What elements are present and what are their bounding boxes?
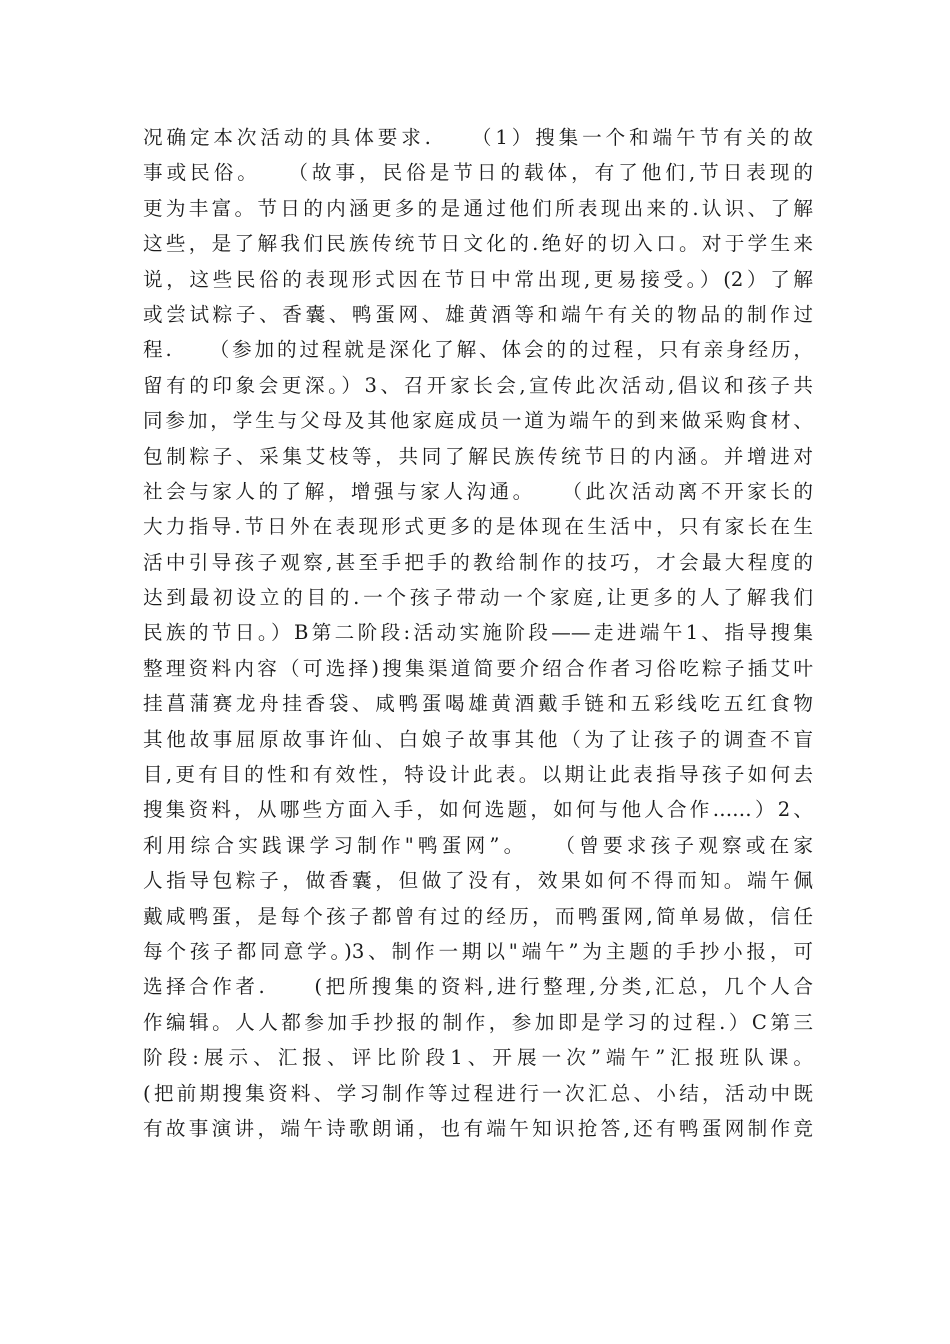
text-line: 利用综合实践课学习制作"鸭蛋网”。 （曾要求孩子观察或在家 [143, 833, 813, 857]
text-line: 活中引导孩子观察,甚至手把手的教给制作的技巧，才会最大程度的 [143, 550, 813, 574]
text-line: (把前期搜集资料、学习制作等过程进行一次汇总、小结，活动中既 [143, 1081, 813, 1105]
text-line: 或尝试粽子、香囊、鸭蛋网、雄黄酒等和端午有关的物品的制作过 [143, 302, 813, 326]
text-line: 整理资料内容（可选择)搜集渠道简要介绍合作者习俗吃粽子插艾叶 [143, 656, 813, 680]
text-line: 每个孩子都同意学。)3、制作一期以"端午”为主题的手抄小报，可 [143, 939, 813, 963]
text-line: 包制粽子、采集艾枝等，共同了解民族传统节日的内涵。并增进对 [143, 444, 813, 468]
text-line: 留有的印象会更深。）3、召开家长会,宣传此次活动,倡议和孩子共 [143, 373, 813, 397]
text-line: 程. （参加的过程就是深化了解、体会的的过程，只有亲身经历， [143, 338, 813, 362]
text-line: 有故事演讲，端午诗歌朗诵，也有端午知识抢答,还有鸭蛋网制作竞 [143, 1116, 813, 1140]
text-line: 同参加，学生与父母及其他家庭成员一道为端午的到来做采购食材、 [143, 409, 813, 433]
text-line: 社会与家人的了解，增强与家人沟通。 （此次活动离不开家长的 [143, 479, 813, 503]
text-line: 大力指导.节日外在表现形式更多的是体现在生活中，只有家长在生 [143, 515, 813, 539]
text-line: 事或民俗。 （故事，民俗是节日的载体，有了他们,节日表现的 [143, 161, 813, 185]
text-line: 作编辑。人人都参加手抄报的制作，参加即是学习的过程.）C第三 [143, 1010, 813, 1034]
text-line: 这些，是了解我们民族传统节日文化的.绝好的切入口。对于学生来 [143, 232, 813, 256]
text-line: 目,更有目的性和有效性，特设计此表。以期让此表指导孩子如何去 [143, 763, 813, 787]
text-line: 戴咸鸭蛋，是每个孩子都曾有过的经历，而鸭蛋网,简单易做，信任 [143, 904, 813, 928]
text-line: 挂菖蒲赛龙舟挂香袋、咸鸭蛋喝雄黄酒戴手链和五彩线吃五红食物 [143, 692, 813, 716]
text-line: 说，这些民俗的表现形式因在节日中常出现,更易接受。）(2）了解 [143, 267, 813, 291]
text-line: 选择合作者. (把所搜集的资料,进行整理,分类,汇总，几个人合 [143, 975, 813, 999]
text-line: 人指导包粽子，做香囊，但做了没有，效果如何不得而知。端午佩 [143, 869, 813, 893]
text-line: 阶段:展示、汇报、评比阶段1、开展一次”端午”汇报班队课。 [143, 1046, 813, 1070]
body-text [143, 120, 813, 1146]
text-line: 民族的节日。）B第二阶段:活动实施阶段——走进端午1、指导搜集 [143, 621, 813, 645]
text-line: 达到最初设立的目的.一个孩子带动一个家庭,让更多的人了解我们 [143, 586, 813, 610]
text-line: 况确定本次活动的具体要求. （1）搜集一个和端午节有关的故 [143, 126, 813, 149]
text-line: 更为丰富。节日的内涵更多的是通过他们所表现出来的.认识、了解 [143, 196, 813, 220]
text-line: 其他故事屈原故事许仙、白娘子故事其他（为了让孩子的调查不盲 [143, 727, 813, 751]
text-line: 搜集资料，从哪些方面入手，如何选题，如何与他人合作……）2、 [143, 798, 813, 822]
